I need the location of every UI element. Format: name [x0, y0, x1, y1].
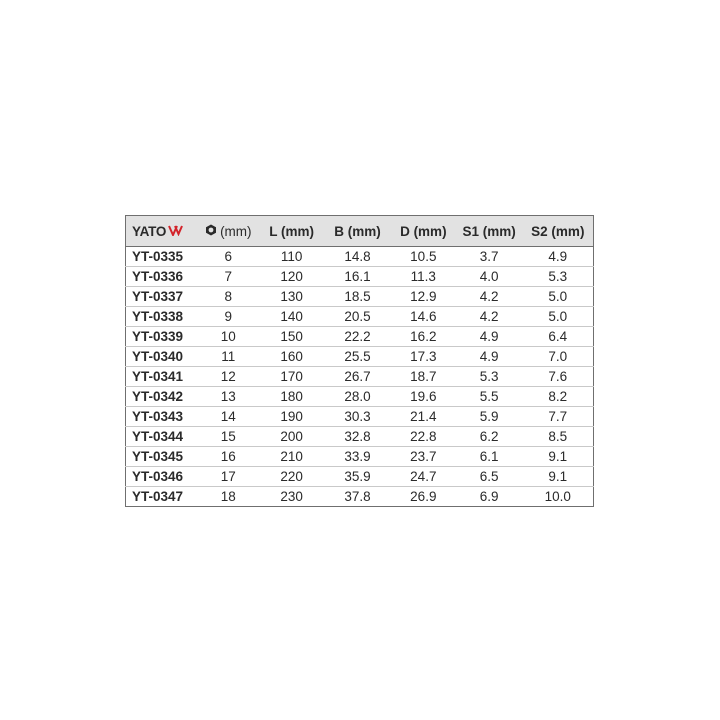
cell-d: 11.3: [391, 267, 456, 287]
cell-code: YT-0338: [126, 307, 198, 327]
cell-code: YT-0345: [126, 447, 198, 467]
cell-code: YT-0341: [126, 367, 198, 387]
cell-d: 10.5: [410, 249, 437, 264]
cell-b: 35.9: [324, 467, 391, 487]
cell-s1: 6.2: [456, 427, 523, 447]
table-row: [126, 467, 594, 487]
header-length: L (mm): [259, 216, 324, 247]
table-row: [126, 447, 594, 467]
cell-b: 16.1: [324, 267, 391, 287]
table-row: [126, 267, 594, 287]
header-d: D (mm): [391, 216, 456, 247]
cell-d: 17.3: [391, 347, 456, 367]
table-row: [126, 387, 594, 407]
cell-size: 18: [197, 487, 259, 507]
cell-code: YT-0346: [126, 467, 198, 487]
cell-l: 210: [259, 447, 324, 467]
hex-nut-icon: [205, 224, 217, 239]
cell-size: 15: [197, 427, 259, 447]
cell-s2: 4.9: [548, 249, 568, 264]
cell-s1: 5.9: [456, 407, 523, 427]
cell-d: 18.7: [391, 367, 456, 387]
cell-size: 16: [197, 447, 259, 467]
cell-d: 16.2: [391, 327, 456, 347]
cell-code: YT-0347: [126, 487, 198, 507]
cell-s2: 7.6: [523, 367, 594, 387]
cell-size: 12: [197, 367, 259, 387]
cell-l: 180: [259, 387, 324, 407]
cell-s2: 5.0: [523, 287, 594, 307]
table-header: [126, 216, 594, 247]
table-row: [126, 287, 594, 307]
cell-code: YT-0336: [126, 267, 198, 287]
cell-code: YT-0337: [126, 287, 198, 307]
cell-s2: 7.0: [523, 347, 594, 367]
cell-s1: 6.5: [456, 467, 523, 487]
header-b: B (mm): [324, 216, 391, 247]
cell-d: 19.6: [391, 387, 456, 407]
table-row: [126, 427, 594, 447]
cell-b: 20.5: [324, 307, 391, 327]
cell-code: YT-0343: [126, 407, 198, 427]
yato-logo: [126, 224, 183, 239]
cell-b: 33.9: [324, 447, 391, 467]
cell-size: 8: [197, 287, 259, 307]
table-body: [126, 247, 594, 507]
cell-b: 26.7: [324, 367, 391, 387]
cell-s2: 8.2: [523, 387, 594, 407]
cell-code: YT-0339: [126, 327, 198, 347]
header-size-unit: (mm): [220, 223, 252, 239]
cell-d: 23.7: [391, 447, 456, 467]
specification-table: [125, 215, 594, 507]
cell-l: 130: [259, 287, 324, 307]
cell-s1: 5.3: [456, 367, 523, 387]
table-row: [126, 307, 594, 327]
cell-s2: 9.1: [523, 467, 594, 487]
cell-b: 30.3: [324, 407, 391, 427]
cell-b: 28.0: [324, 387, 391, 407]
cell-l: 150: [259, 327, 324, 347]
cell-s1: 3.7: [479, 249, 499, 264]
cell-code: YT-0344: [126, 427, 198, 447]
cell-s2: 10.0: [523, 487, 594, 507]
table-row: [126, 407, 594, 427]
header-size: [197, 216, 259, 247]
table-row: [126, 367, 594, 387]
cell-b: 32.8: [324, 427, 391, 447]
cell-s2: 5.3: [523, 267, 594, 287]
brand-logo-text: YATO: [132, 223, 167, 239]
cell-d: 12.9: [391, 287, 456, 307]
cell-s1: 4.9: [456, 327, 523, 347]
cell-s1: 4.2: [456, 307, 523, 327]
cell-l: 140: [259, 307, 324, 327]
cell-b: 22.2: [324, 327, 391, 347]
cell-size: 6: [224, 249, 233, 264]
cell-l: 220: [259, 467, 324, 487]
cell-s2: 5.0: [523, 307, 594, 327]
cell-code: YT-0340: [126, 347, 198, 367]
cell-l: 120: [259, 267, 324, 287]
header-s2: S2 (mm): [523, 216, 594, 247]
cell-s2: 8.5: [523, 427, 594, 447]
cell-d: 21.4: [391, 407, 456, 427]
cell-size: 13: [197, 387, 259, 407]
header-row: [126, 216, 594, 247]
cell-b: 25.5: [324, 347, 391, 367]
cell-b: 37.8: [324, 487, 391, 507]
cell-s1: 4.9: [456, 347, 523, 367]
cell-size: 7: [197, 267, 259, 287]
cell-b: 18.5: [324, 287, 391, 307]
cell-s1: 5.5: [456, 387, 523, 407]
yato-chevron-logo-icon: [168, 224, 183, 239]
cell-l: 190: [259, 407, 324, 427]
cell-size: 14: [197, 407, 259, 427]
cell-d: 22.8: [391, 427, 456, 447]
header-s1: S1 (mm): [456, 216, 523, 247]
cell-s2: 6.4: [523, 327, 594, 347]
cell-d: 14.6: [391, 307, 456, 327]
table-row: [126, 347, 594, 367]
cell-l: 230: [259, 487, 324, 507]
table-row: [126, 327, 594, 347]
cell-s1: 6.1: [456, 447, 523, 467]
cell-l: 200: [259, 427, 324, 447]
cell-size: 11: [197, 347, 259, 367]
cell-b: 14.8: [344, 249, 371, 264]
cell-size: 17: [197, 467, 259, 487]
cell-s2: 9.1: [523, 447, 594, 467]
cell-l: 110: [280, 249, 303, 264]
cell-code: YT-0335: [132, 249, 184, 264]
table-row: [126, 247, 594, 267]
cell-s2: 7.7: [523, 407, 594, 427]
cell-l: 170: [259, 367, 324, 387]
cell-s1: 4.0: [456, 267, 523, 287]
cell-s1: 6.9: [456, 487, 523, 507]
cell-s1: 4.2: [456, 287, 523, 307]
header-brand: [126, 216, 198, 247]
table-row: [126, 487, 594, 507]
cell-l: 160: [259, 347, 324, 367]
cell-d: 24.7: [391, 467, 456, 487]
cell-size: 9: [197, 307, 259, 327]
cell-d: 26.9: [391, 487, 456, 507]
cell-code: YT-0342: [126, 387, 198, 407]
cell-size: 10: [197, 327, 259, 347]
